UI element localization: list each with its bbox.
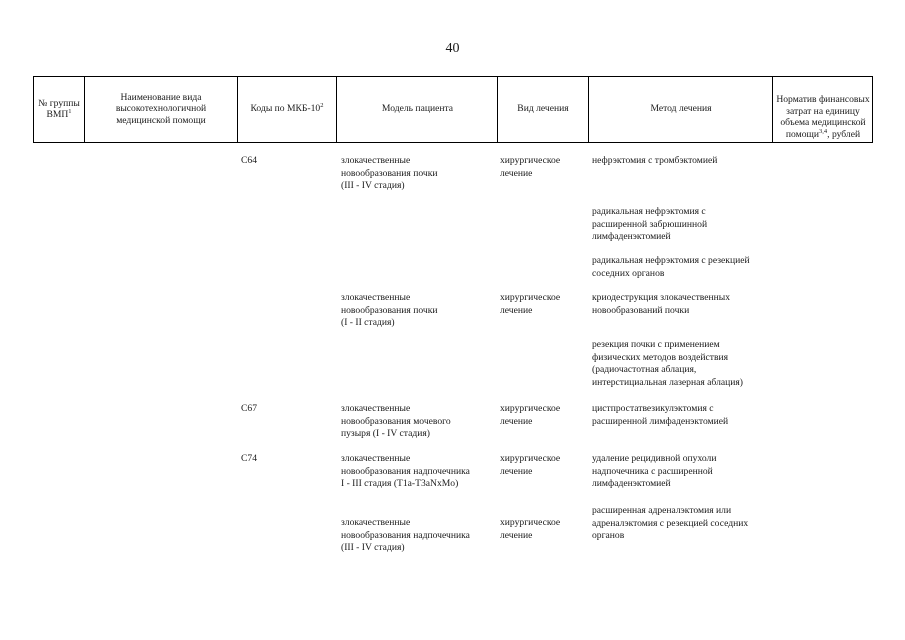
treatment-method: нефрэктомия с тромбэктомией	[592, 155, 718, 166]
treatment-method: расширенная адреналэктомия или адреналэктомия с резекцией соседних органов	[592, 505, 749, 542]
treatment-method: криодеструкция злокачественных новообразований почки	[592, 292, 731, 316]
treatment-method: удаление рецидивной опухоли надпочечника с расширенной лимфаденэктомией	[592, 453, 717, 490]
treatment-method: резекция почки с применением физических методов воздействия (радиочастотная аблация, интерстициальная лазерная аблация)	[592, 339, 743, 388]
patient-model: злокачественные новообразования мочевого пузыря (I - IV стадия)	[341, 403, 451, 440]
treatment-type: хирургическое лечение	[500, 453, 561, 477]
treatment-type: хирургическое лечение	[500, 292, 561, 316]
treatment-method: цистпростатвезикулэктомия с расширенной лимфаденэктомией	[592, 403, 729, 427]
column-divider	[772, 76, 773, 142]
header-treatment-type: Вид лечения	[517, 103, 569, 115]
column-divider	[872, 76, 873, 142]
treatment-type: хирургическое лечение	[500, 517, 561, 541]
icd-code: C67	[241, 403, 257, 414]
column-divider	[237, 76, 238, 142]
header-financial-norm: Норматив финансовых затрат на единицу объема медицинской помощи$^{3,4}$, рублей	[776, 94, 870, 140]
header-patient-model: Модель пациента	[381, 103, 454, 115]
table-top-rule	[33, 76, 873, 77]
header-icd-codes: Коды по МКБ-$10^2$	[250, 102, 324, 115]
header-treatment-method: Метод лечения	[650, 103, 712, 115]
header-care-type-name: Наименование вида высокотехнологичной медицинской помощи	[115, 91, 207, 126]
column-divider	[33, 76, 34, 142]
column-divider	[336, 76, 337, 142]
patient-model: злокачественные новообразования надпочечника (III - IV стадия)	[341, 517, 470, 554]
column-divider	[588, 76, 589, 142]
table-header-bottom-rule	[33, 142, 873, 143]
icd-code: C64	[241, 155, 257, 166]
treatment-type: хирургическое лечение	[500, 403, 561, 427]
treatment-method: радикальная нефрэктомия с резекцией соседних органов	[592, 255, 750, 279]
column-divider	[497, 76, 498, 142]
patient-model: злокачественные новообразования надпочечника I - III стадия (T1a-T3aNxMo)	[341, 453, 470, 490]
treatment-method: радикальная нефрэктомия с расширенной забрюшинной лимфаденэктомией	[592, 206, 708, 243]
treatment-type: хирургическое лечение	[500, 155, 561, 179]
column-divider	[84, 76, 85, 142]
patient-model: злокачественные новообразования почки (I - II стадия)	[341, 292, 438, 329]
page-number: 40	[445, 41, 460, 56]
icd-code: C74	[241, 453, 257, 464]
patient-model: злокачественные новообразования почки (III - IV стадия)	[341, 155, 438, 192]
header-group-number: № группы ВМП$^1$	[38, 97, 80, 120]
